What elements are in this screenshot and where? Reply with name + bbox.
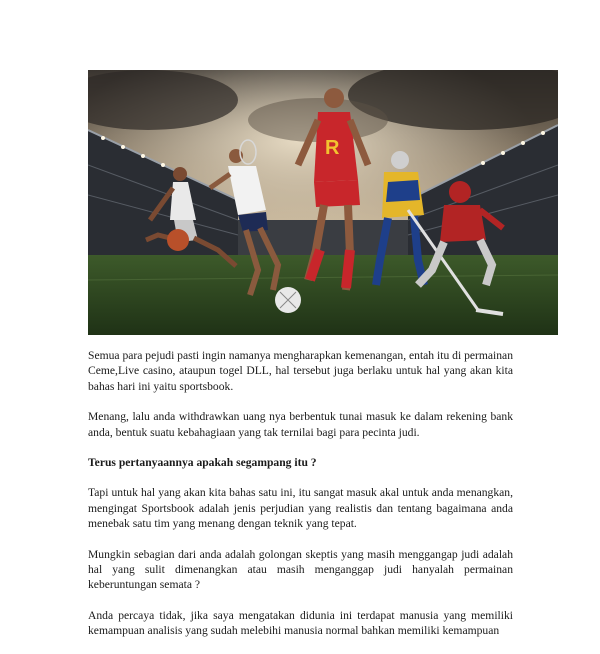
paragraph-1: Semua para pejudi pasti ingin namanya mengharapkan kemenangan, entah itu di permainan Ceme,Live casino, ataupun togel DLL, hal tersebut juga berlaku untuk hal yang akan kita bahas hari ini yaitu sportsbook. xyxy=(88,349,513,393)
hero-image xyxy=(88,70,558,335)
paragraph-4: Mungkin sebagian dari anda adalah golongan skeptis yang masih menggangap judi adalah hal yang sulit dimenangkan atau masih menganggap judi hanyalah permainan keberuntungan semata ? xyxy=(88,547,513,592)
section-heading: Terus pertanyaannya apakah segampang itu ? xyxy=(88,456,317,470)
paragraph-5: Anda percaya tidak, jika saya mengatakan didunia ini terdapat manusia yang memiliki kemampuan analisis yang sudah melebihi manusia normal bahkan memiliki kemampuan xyxy=(88,608,513,638)
svg-text:R: R xyxy=(325,137,340,159)
article-body xyxy=(88,348,513,654)
paragraph-2: Menang, lalu anda withdrawkan uang nya berbentuk tunai masuk ke dalam rekening bank anda, bentuk suatu kebahagiaan yang tak ternilai bagi para pecinta judi. xyxy=(88,410,513,439)
paragraph-3: Tapi untuk hal yang akan kita bahas satu ini, itu sangat masuk akal untuk anda menangkan, mengingat Sportsbook adalah jenis perjudian yang realistis dan tentang bagaimana anda menebak satu tim yang menang dengan teknik yang tepat. xyxy=(88,486,513,531)
